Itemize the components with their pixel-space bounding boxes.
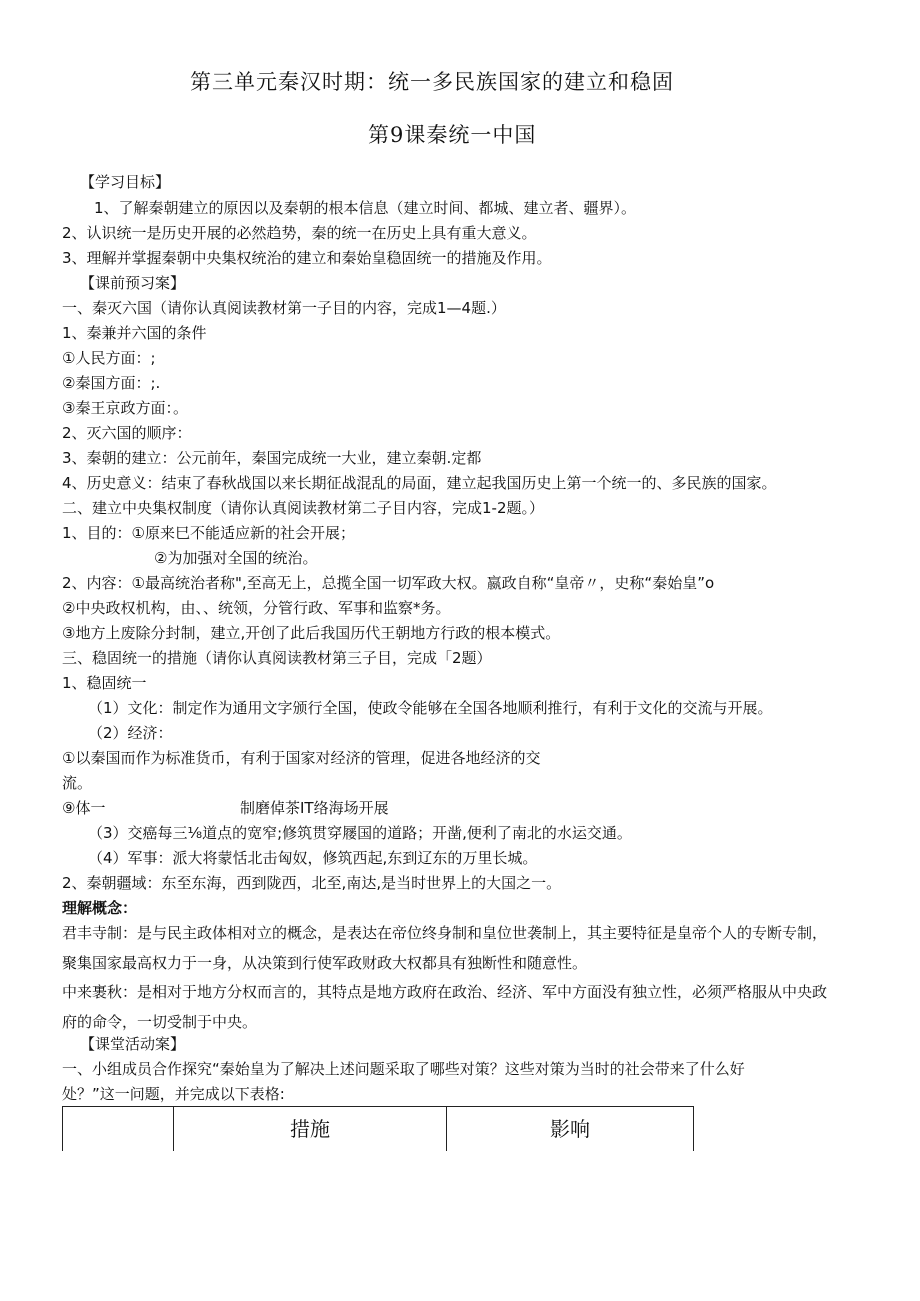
activity-1b: 处？”这一问题，并完成以下表格: [62, 1085, 285, 1103]
activity-1a: 一、小组成员合作探究“秦始皇为了解决上述问题采取了哪些对策？这些对策为当时的社会带来了什么好 [62, 1060, 745, 1078]
goals-label: 【学习目标】 [80, 173, 171, 191]
p3-q1-2b-right: 制磨倬茶IT络海场开展 [240, 799, 389, 817]
p3-q2: 2、秦朝疆域：东至东海，西到陇西，北至,南达,是当时世界上的大国之一。 [62, 874, 562, 892]
p3-q1-2a-cont: 流。 [62, 774, 93, 792]
p3-q1-3: （3）交癌每三⅛道点的宽窄;修筑贯穿屦国的道路；开凿,便利了南北的水运交通。 [88, 824, 632, 842]
concept-1b: 聚集国家最高权力于一身，从决策到行使军政财政大权都具有独断性和随意性。 [62, 954, 588, 972]
table-header-impact: 影响 [447, 1107, 694, 1152]
table-row [63, 1107, 694, 1152]
activity-label: 【课堂活动案】 [80, 1035, 186, 1053]
p1-q1: 1、秦兼并六国的条件 [62, 324, 207, 342]
p3-q1-2: （2）经济： [88, 724, 173, 742]
goal-2: 2、认识统一是历史开展的必然趋势，秦的统一在历史上具有重大意义。 [62, 224, 537, 242]
p1-q3: 3、秦朝的建立：公元前年，秦国完成统一大业，建立秦朝.定都 [62, 449, 482, 467]
concept-1a: 君丰寺制：是与民主政体相对立的概念，是表达在帝位终身制和皇位世袭制上，其主要特征是皇帝个人的专断专制， [62, 924, 828, 942]
p1-q4: 4、历史意义：结束了春秋战国以来长期征战混乱的局面，建立起我国历史上第一个统一的、多民族的国家。 [62, 474, 777, 492]
p2-q2-b: ②中央政权机构，由、、统领，分管行政、军事和监察*务。 [62, 599, 451, 617]
concepts-label: 理解概念： [62, 899, 138, 917]
p1-q1-c: ③秦王京政方面：。 [62, 399, 188, 417]
p1-q1-b: ②秦国方面：;. [62, 374, 161, 392]
p2-q2-c: ③地方上废除分封制，建立,开创了此后我国历代王朝地方行政的根本模式。 [62, 624, 561, 642]
p2-q2: 2、内容：①最高统治者称",至高无上，总揽全国一切军政大权。嬴政自称“皇帝〃，史称“秦始皇”o [62, 574, 715, 592]
p3-q1-2b-left: ⑨体一 [62, 799, 106, 817]
part3-title: 三、稳固统一的措施（请你认真阅读教材第三子目，完成「2题） [62, 649, 492, 667]
p3-q1-2a: ①以秦国而作为标准货币，有利于国家对经济的管理，促进各地经济的交 [62, 749, 541, 767]
measures-table [62, 1106, 694, 1151]
p2-q1-b: ②为加强对全国的统治。 [154, 549, 318, 567]
p3-q1: 1、稳固统一 [62, 674, 147, 692]
part2-title: 二、建立中央集权制度（请你认真阅读教材第二子目内容，完成1-2题。） [62, 499, 545, 517]
p3-q1-4: （4）军事：派大将蒙恬北击匈奴，修筑西起,东到辽东的万里长城。 [88, 849, 538, 867]
table-header-measures: 措施 [174, 1107, 447, 1152]
p3-q1-1: （1）文化：制定作为通用文字颁行全国，使政令能够在全国各地顺利推行，有利于文化的交流与开展。 [88, 699, 773, 717]
goal-3: 3、理解并掌握秦朝中央集权统治的建立和秦始皇稳固统一的措施及作用。 [62, 249, 552, 267]
lesson-title: 第9课秦统一中国 [368, 123, 537, 147]
table-cell-blank [63, 1107, 174, 1152]
p2-q1: 1、目的：①原来巳不能适应新的社会开展； [62, 524, 355, 542]
part1-title: 一、秦灭六国（请你认真阅读教材第一子目的内容，完成1—4题.） [62, 299, 506, 317]
p1-q1-a: ①人民方面：; [62, 349, 156, 367]
p1-q2: 2、灭六国的顺序： [62, 424, 192, 442]
unit-title: 第三单元秦汉时期：统一多民族国家的建立和稳固 [190, 70, 674, 94]
goal-1: 1、了解秦朝建立的原因以及秦朝的根本信息（建立时间、都城、建立者、疆界）。 [94, 199, 637, 217]
concept-2a: 中来裹秋：是相对于地方分权而言的，其特点是地方政府在政治、经济、军中方面没有独立性，必须严格服从中央政 [62, 983, 828, 1001]
concept-2b: 府的命令，一切受制于中央。 [62, 1013, 258, 1031]
preview-label: 【课前预习案】 [80, 274, 186, 292]
